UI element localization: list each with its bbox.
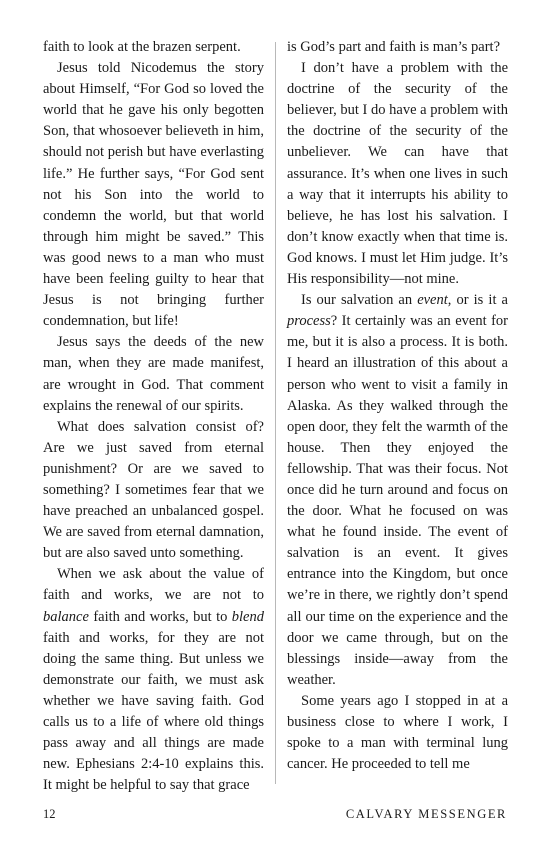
text-run: , or is it a <box>447 292 508 309</box>
right-column <box>287 37 508 775</box>
text-run: When we ask about the value of faith and works, we are not to <box>43 566 264 604</box>
paragraph-deeds: Jesus says the deeds of the new man, when they are made manifest, are wrought in God. That comment explains the renewal of our spirits. <box>43 334 264 414</box>
paragraph-salvation-question: What does salvation consist of? Are we just saved from eternal punishment? Or are we saved to something? I sometimes fear that we have preached an unbalanced gospel. We are saved from eternal damnation, but are also saved unto something. <box>43 418 264 562</box>
emphasis-balance: balance <box>43 608 89 625</box>
emphasis-blend: blend <box>231 608 264 625</box>
emphasis-event: event <box>417 292 448 309</box>
text-run: Is our salvation an <box>301 292 418 309</box>
paragraph-nicodemus: Jesus told Nicodemus the story about Himself, “For God so loved the world that he gave his only begotten Son, that whosoever believeth in him, should not perish but have everlasting life.” He further says, “For God sent not his Son into the world to condemn the world, but that world through him might be saved.” This was good news to a man who must have been feeling guilty to hear that Jesus is not bringing further condemnation, but life! <box>43 60 264 330</box>
emphasis-process: process <box>287 313 331 330</box>
paragraph-security: I don’t have a problem with the doctrine of the security of the believer, but I do have a problem with the doctrine of the security of the unbeliever. We can have that assurance. It’s when one lives in such a way that it interrupts his ability to believe, he has lost his salvation. I don’t know exactly when that time is. God knows. I must let Him judge. It’s His responsibility—not mine. <box>287 60 508 288</box>
column-divider <box>275 42 276 784</box>
paragraph-faith-works <box>43 564 264 796</box>
paragraph-anecdote: Some years ago I stopped in at a business close to where I work, I spoke to a man with terminal lung cancer. He proceeded to tell me <box>287 692 508 773</box>
paragraph-continued: is God’s part and faith is man’s part? <box>287 39 501 55</box>
page-number: 12 <box>43 807 56 821</box>
left-column <box>43 37 264 796</box>
text-run: ? It certainly was an event for me, but it is also a process. It is both. I heard an illustration of this about a person who went to visit a family in Alaska. As they walked through the open door, they felt the warmth of the house. Then they enjoyed the fellowship. That was their focus. Not once did he turn around and focus on the door. What he focused on was what he found inside. The event of salvation is an event. It gives entrance into the Kingdom, but once we’re in there, we rightly don’t spend all our time on the experience and the door we came through, but on the blessings inside—away from the weather. <box>287 313 508 688</box>
text-run: faith and works, but to <box>88 608 232 625</box>
running-title: CALVARY MESSENGER <box>345 807 507 821</box>
paragraph-event-process <box>287 290 508 691</box>
paragraph-continued: faith to look at the brazen serpent. <box>43 39 241 55</box>
text-run: faith and works, for they are not doing the same thing. But unless we demonstrate our faith, we must ask whether we have saving faith. God calls us to a life of where old things pass away and all things are made new. Ephesians 2:4-10 explains this. It might be helpful to say that grace <box>43 629 264 794</box>
